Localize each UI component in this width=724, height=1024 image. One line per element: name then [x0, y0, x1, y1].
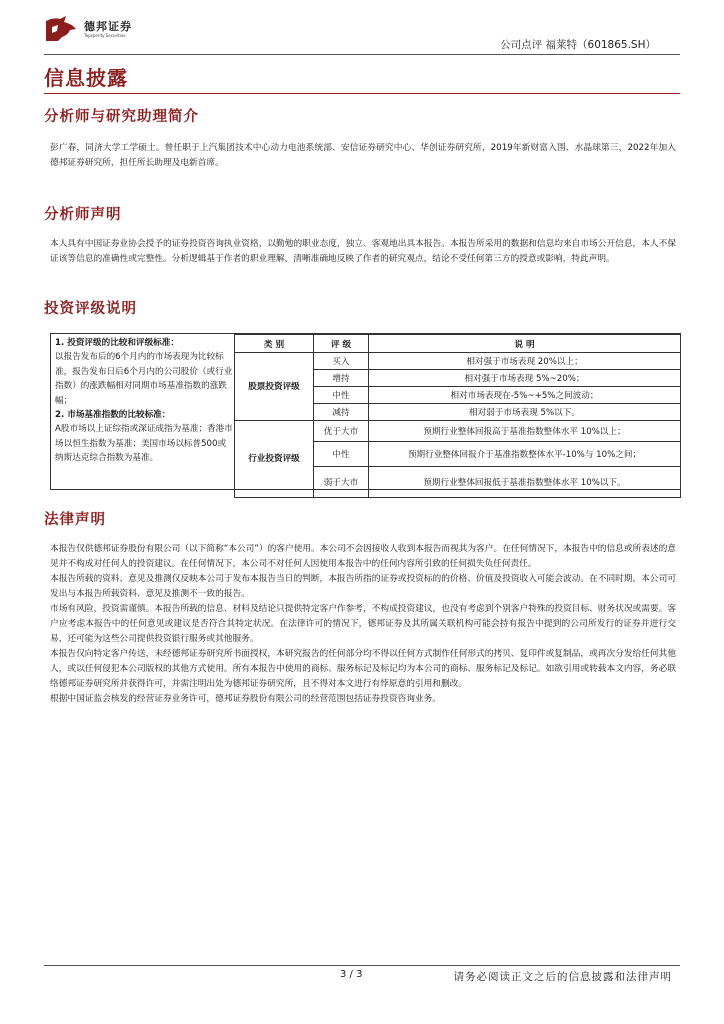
rating-level: 优于大市: [314, 421, 369, 442]
logo-english-name: Topsperity Securities: [84, 32, 126, 38]
table-row: [235, 421, 681, 442]
rating-description: 预期行业整体回报介于基准指数整体水平-10%与 10%之间；: [369, 442, 681, 467]
footer-divider: [44, 965, 680, 966]
section-title-legal: 法律声明: [44, 511, 106, 528]
page-number: 3 / 3: [340, 969, 363, 980]
rating-box: [50, 333, 681, 490]
analyst-intro-text: [50, 141, 676, 171]
header-level: 评 级: [314, 335, 369, 353]
rating-description: 相对强于市场表现 5%~20%；: [369, 370, 681, 387]
rating-level: 中性: [314, 387, 369, 404]
rating-table-header: [235, 335, 681, 353]
footer-disclaimer: 请务必阅读正文之后的信息披露和法律声明: [453, 971, 672, 983]
criteria-text-2: A股市场以上证综指或深证成指为基准；香港市场以恒生指数为基准；美国市场以标普500或纳斯达克综合指数为基准。: [55, 424, 233, 464]
title-divider: [44, 93, 680, 94]
rating-description: 预期行业整体回报高于基准指数整体水平 10%以上；: [369, 421, 681, 442]
logo-chinese-name: 德邦证券: [84, 19, 132, 33]
stock-rating-category: 股票投资评级: [235, 353, 314, 421]
rating-description: 相对市场表现在-5%~+5%之间波动；: [369, 387, 681, 404]
legal-paragraph-1: 本报告仅供德邦证券股份有限公司（以下简称“本公司”）的客户使用。本公司不会因接收人收到本报告而视其为客户。在任何情况下，本报告中的信息或所表述的意见并不构成对任何人的投资建议。在任何情况下，本公司不对任何人因使用本报告中的任何内容所引致的任何损失负任何责任。: [50, 544, 676, 569]
rating-level: 中性: [314, 442, 369, 467]
legal-paragraph-5: 根据中国证监会核发的经营证券业务许可，德邦证券股份有限公司的经营范围包括证券投资咨询业务。: [50, 694, 441, 704]
section-title-analyst-intro: 分析师与研究助理简介: [44, 108, 199, 125]
criteria-text-1: 以报告发布后的6个月内的市场表现为比较标准，报告发布日后6个月内的公司股价（或行业指数）的涨跌幅相对同期市场基准指数的涨跌幅；: [55, 352, 233, 406]
company-logo: [44, 15, 132, 43]
rating-level: 增持: [314, 370, 369, 387]
header-description: 说 明: [369, 335, 681, 353]
report-info: 公司点评 福莱特（601865.SH）: [500, 39, 656, 51]
analyst-statement-paragraph: 本人具有中国证券业协会授予的证券投资咨询执业资格，以勤勉的职业态度，独立、客观地出具本报告。本报告所采用的数据和信息均来自市场公开信息，本人不保证该等信息的准确性或完整性。分析逻辑基于作者的职业理解，清晰准确地反映了作者的研究观点，结论不受任何第三方的授意或影响，特此声明。: [50, 239, 676, 264]
logo-emblem-icon: [44, 15, 78, 43]
legal-paragraph-2: 本报告所载的资料、意见及推测仅反映本公司于发布本报告当日的判断，本报告所指的证券或投资标的的价格、价值及投资收入可能会波动。在不同时期，本公司可发出与本报告所载资料、意见及推测不一致的报告。: [50, 574, 676, 599]
rating-description: 相对弱于市场表现 5%以下。: [369, 404, 681, 421]
legal-text: [50, 542, 676, 707]
industry-rating-category: 行业投资评级: [235, 421, 314, 498]
rating-level: 弱于大市: [314, 467, 369, 498]
page-title: 信息披露: [44, 66, 128, 90]
section-title-rating: 投资评级说明: [44, 300, 137, 317]
criteria-heading-2: 2. 市场基准指数的比较标准：: [55, 410, 171, 421]
header-category: 类 别: [235, 335, 314, 353]
header-divider: [44, 54, 680, 55]
rating-description: 预期行业整体回报低于基准指数整体水平 10%以下。: [369, 467, 681, 498]
analyst-statement-text: [50, 237, 676, 267]
legal-paragraph-4: 本报告仅向特定客户传送，未经德邦证券研究所书面授权，本研究报告的任何部分均不得以任何方式制作任何形式的拷贝、复印件或复制品，或再次分发给任何其他人，或以任何侵犯本公司版权的其他方式使用。所有本报告中使用的商标、服务标记及标记均为本公司的商标、服务标记及标记。如欲引用或转载本文内容，务必联络德邦证券研究所并获得许可，并需注明出处为德邦证券研究所，且不得对本文进行有悖原意的引用和删改。: [50, 649, 676, 689]
rating-description: 相对强于市场表现 20%以上；: [369, 353, 681, 370]
legal-paragraph-3: 市场有风险，投资需谨慎。本报告所载的信息、材料及结论只提供特定客户作参考，不构成投资建议，也没有考虑到个别客户特殊的投资目标、财务状况或需要。客户应考虑本报告中的任何意见或建议是否符合其特定状况。在法律许可的情况下，德邦证券及其所属关联机构可能会持有报告中提到的公司所发行的证券并进行交易，还可能为这些公司提供投资银行服务或其他服务。: [50, 604, 676, 644]
analyst-intro-paragraph: 彭广春，同济大学工学硕士。曾任职于上汽集团技术中心动力电池系统部、安信证券研究中心、华创证券研究所，2019年新财富入围、水晶球第三，2022年加入德邦证券研究所，担任所长助理及电新首席。: [50, 143, 676, 168]
rating-level: 减持: [314, 404, 369, 421]
rating-table: [234, 334, 681, 498]
section-title-analyst-statement: 分析师声明: [44, 206, 122, 223]
rating-criteria: [55, 336, 233, 466]
rating-level: 买入: [314, 353, 369, 370]
table-row: [235, 353, 681, 370]
criteria-heading-1: 1. 投资评级的比较和评级标准：: [55, 338, 179, 348]
